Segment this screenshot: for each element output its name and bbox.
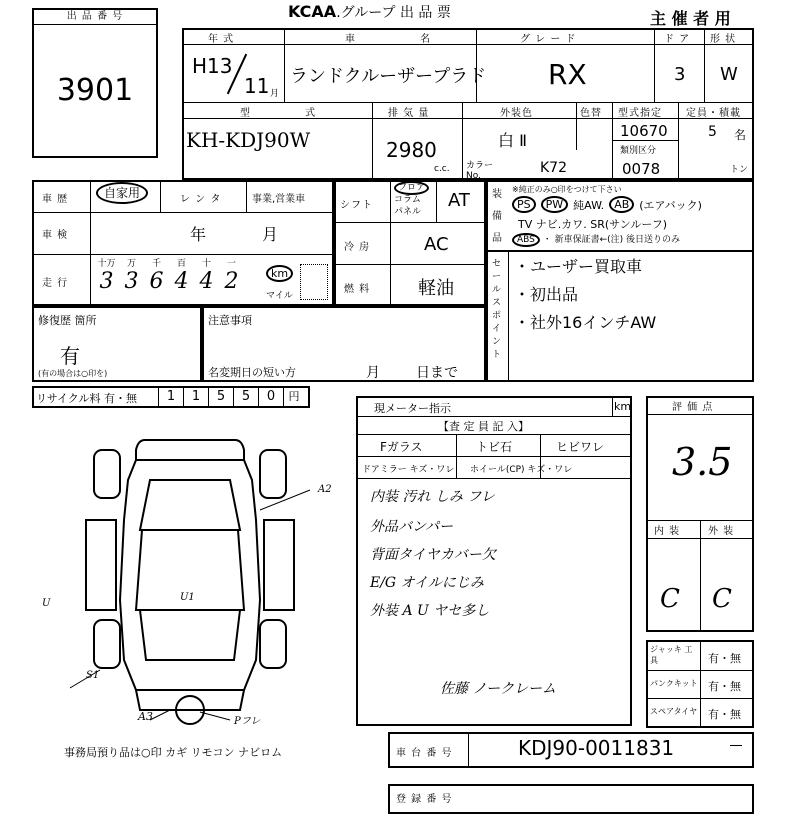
accessory-spare-label: スペアタイヤ — [650, 707, 698, 716]
equipment-note: ※純正のみ○印をつけて下さい — [512, 185, 622, 194]
repair-note: (有の場合は○印を) — [38, 369, 108, 378]
rear-left-wheel — [94, 620, 120, 668]
color-label: 外装色 — [500, 108, 533, 119]
recycle-digit: 5 — [233, 386, 258, 408]
equipment-line1 — [512, 196, 702, 213]
a3-pointer — [150, 710, 170, 720]
recycle-digit: 1 — [158, 386, 183, 408]
name-change-day: 日まで — [416, 365, 458, 381]
fuel-label: 燃 料 — [344, 284, 371, 295]
exterior-color-value: 白 Ⅱ — [498, 131, 527, 150]
mileage-place-10k — [119, 256, 144, 294]
grade-value: RX — [548, 58, 587, 91]
office-note: 事務局預り品は○印 カギ リモコン ナビロム — [64, 746, 283, 759]
shift-options — [394, 182, 429, 218]
history-private — [96, 184, 148, 201]
left-door-outline — [86, 520, 116, 610]
equipment-line2: TV ナビ.カワ. SR(サンルーフ) — [518, 218, 668, 231]
rating-label: 評 価 点 — [672, 402, 714, 413]
mileage-digit: 2 — [224, 269, 239, 294]
mileage-dotted-box — [300, 264, 328, 300]
mark-u1: U1 — [180, 592, 195, 603]
class-value: 0078 — [622, 160, 661, 178]
windshield-outline — [140, 480, 240, 530]
class-label: 類別区分 — [620, 146, 657, 156]
mark-a2: A2 — [318, 484, 332, 495]
place-label: 十万 — [97, 259, 116, 269]
rear-window-outline — [140, 610, 240, 660]
recycle-digit: 1 — [183, 386, 208, 408]
history-label: 車 歴 — [42, 194, 69, 205]
place-label: 百 — [176, 259, 186, 269]
month-unit: 月 — [270, 89, 280, 99]
cc-unit: c.c. — [434, 164, 450, 174]
recycle-digit: 5 — [208, 386, 233, 408]
repair-label: 修復歴 箇所 — [38, 314, 97, 327]
equipment-ps: PS — [512, 196, 536, 213]
shift-option-panel: パネル — [394, 207, 422, 217]
mileage-label: 走 行 — [42, 278, 69, 289]
meter-unit: km — [614, 400, 632, 413]
accessory-puncture-value: 有・無 — [708, 680, 741, 693]
inspector-signature: 佐藤 ノークレーム — [440, 681, 557, 697]
type-spec-value: 10670 — [620, 122, 668, 140]
color-change-label: 色替 — [580, 108, 602, 119]
aircon-label: 冷 房 — [344, 242, 371, 253]
equipment-abs: ABS — [512, 233, 540, 247]
capacity-unit: 名 — [734, 128, 747, 142]
rating-score: 3.5 — [672, 440, 733, 484]
fuel-value: 軽油 — [418, 278, 454, 299]
glass-label: Fガラス — [380, 440, 423, 454]
sales-points-label: セールスポイント — [492, 259, 502, 360]
type-spec-label: 型式指定 — [618, 108, 662, 119]
place-label: 千 — [151, 259, 161, 269]
car-name-value: ランドクルーザープラド — [290, 66, 487, 87]
place-label: 万 — [126, 259, 136, 269]
p-pointer — [200, 712, 230, 720]
mileage-digits — [94, 256, 264, 304]
mark-u-left: U — [42, 598, 51, 609]
model-label: 型 式 — [240, 108, 317, 119]
history-private-circled: 自家用 — [96, 182, 148, 204]
chassis-value: KDJ90-0011831 — [518, 736, 675, 760]
inspection-month: 月 — [262, 225, 279, 244]
accessory-spare-value: 有・無 — [708, 708, 741, 721]
mileage-place-100 — [169, 256, 194, 294]
chip-label: トビ石 — [476, 440, 513, 454]
inspection-year: 年 — [190, 225, 207, 244]
accessory-jack-value: 有・無 — [708, 652, 741, 665]
mark-s1: S1 — [86, 670, 100, 681]
organizer-label: 主 催 者 用 — [650, 9, 731, 28]
equipment-pw: PW — [541, 196, 569, 213]
caution-label: 注意事項 — [208, 314, 252, 327]
capacity-label: 定員・積載 — [686, 108, 741, 119]
history-business: 事業,営業車 — [252, 194, 306, 205]
recycle-label: リサイクル料 有・無 — [36, 392, 137, 405]
front-left-wheel — [94, 450, 120, 498]
year-value: H13 — [192, 54, 233, 78]
inspection-label: 車 検 — [42, 230, 69, 241]
grade-label: グ レ ー ド — [520, 34, 577, 45]
shift-option-floor: フロア — [394, 181, 429, 195]
crack-label: ヒビワレ — [556, 440, 605, 454]
sales-point-1: ・ユーザー買取車 — [514, 257, 643, 276]
mileage-place-1k — [144, 256, 169, 294]
history-rental: レ ン タ — [180, 194, 222, 205]
inspector-note-3: 背面タイヤカバー欠 — [370, 547, 496, 563]
interior-grade: C — [660, 584, 680, 614]
mileage-digit: 3 — [124, 269, 139, 294]
mileage-unit-km-circled: km — [266, 265, 293, 282]
front-right-wheel — [260, 450, 286, 498]
mileage-place-10 — [194, 256, 219, 294]
mirror-label: ドアミラー キズ・ワレ — [362, 465, 455, 475]
equipment-warranty: ・ 新車保証書←(注) 後日送りのみ — [542, 235, 681, 245]
chassis-label: 車 台 番 号 — [396, 748, 453, 759]
sales-point-3: ・社外16インチAW — [514, 313, 657, 332]
car-name-label: 車 名 — [345, 34, 432, 45]
mileage-place-1 — [219, 256, 244, 294]
meter-label: 現メーター指示 — [374, 402, 451, 415]
ton-unit: トン — [730, 165, 749, 175]
displacement-label: 排 気 量 — [388, 108, 430, 119]
sales-point-2: ・初出品 — [514, 285, 579, 304]
model-value: KH-KDJ90W — [186, 128, 311, 152]
repair-value: 有 — [60, 344, 80, 368]
inspector-note-1: 内装 汚れ しみ フレ — [370, 489, 495, 505]
recycle-unit: 円 — [283, 386, 304, 408]
displacement-value: 2980 — [386, 138, 437, 162]
color-no-value: K72 — [540, 160, 567, 176]
exterior-grade: C — [712, 584, 732, 614]
equipment-aw: 純AW. — [573, 198, 605, 212]
lot-number-value: 3901 — [56, 73, 134, 108]
capacity-value: 5 — [708, 124, 717, 140]
mileage-digit: 4 — [174, 269, 189, 294]
name-change-month: 月 — [366, 365, 380, 381]
inspector-note-5: 外装 A U ヤセ多し — [370, 603, 490, 619]
equipment-airbag: (エアバック) — [639, 198, 702, 212]
right-door-outline — [264, 520, 294, 610]
wheel-label: ホイール(CP) キズ・ワレ — [470, 465, 573, 475]
equipment-line3 — [512, 232, 680, 245]
month-value: 11 — [244, 74, 270, 98]
year-label: 年 式 — [208, 34, 235, 45]
form-title: .グループ 出 品 票 — [336, 5, 451, 21]
rear-bumper-outline — [136, 690, 244, 710]
color-no-label: カラー No. — [466, 161, 494, 181]
mileage-digit: 3 — [99, 269, 114, 294]
exterior-label: 外 装 — [708, 526, 735, 537]
equipment-label: 装備品 — [492, 189, 503, 244]
front-bumper-outline — [136, 440, 244, 460]
mark-a3: A3 — [138, 710, 153, 723]
place-label: 十 — [201, 259, 211, 269]
mileage-place-100k — [94, 256, 119, 294]
door-label: ド ア — [664, 34, 691, 45]
shift-label: シフト — [340, 200, 373, 211]
car-diagram — [30, 420, 360, 730]
mileage-unit-mile: マイル — [266, 291, 293, 301]
shift-value: AT — [448, 190, 470, 211]
mileage-digit: 4 — [199, 269, 214, 294]
registration-label: 登 録 番 号 — [396, 794, 453, 805]
mark-p: Pフレ — [234, 716, 261, 727]
place-label: 一 — [226, 259, 236, 269]
accessory-puncture-label: パンクキット — [650, 679, 698, 688]
inspector-title: 【査 定 員 記 入】 — [438, 420, 529, 433]
recycle-digit: 0 — [258, 386, 283, 408]
mileage-digit: 6 — [149, 269, 164, 294]
door-value: 3 — [674, 64, 686, 85]
lot-number-label: 出 品 番 号 — [34, 10, 156, 25]
accessory-jack-label: ジャッキ 工具 — [650, 645, 693, 665]
brand-logo: KCAA — [288, 2, 337, 21]
shape-value: W — [720, 64, 738, 85]
equipment-ab: AB — [609, 196, 634, 213]
inspector-note-2: 外品バンパー — [370, 519, 454, 535]
header-brand — [288, 2, 451, 22]
name-change-label: 名変期日の短い方 — [208, 366, 296, 379]
body-outline — [120, 460, 260, 690]
recycle-digits — [158, 386, 304, 408]
chassis-dash — [730, 745, 742, 746]
aircon-value: AC — [424, 234, 449, 255]
rear-right-wheel — [260, 620, 286, 668]
shift-option-column: コラム — [394, 195, 421, 205]
mileage-unit-km — [266, 262, 293, 281]
shape-label: 形 状 — [710, 34, 737, 45]
lot-number-box — [32, 8, 158, 158]
interior-label: 内 装 — [654, 526, 681, 537]
inspector-note-4: E/G オイルにじみ — [370, 575, 484, 591]
